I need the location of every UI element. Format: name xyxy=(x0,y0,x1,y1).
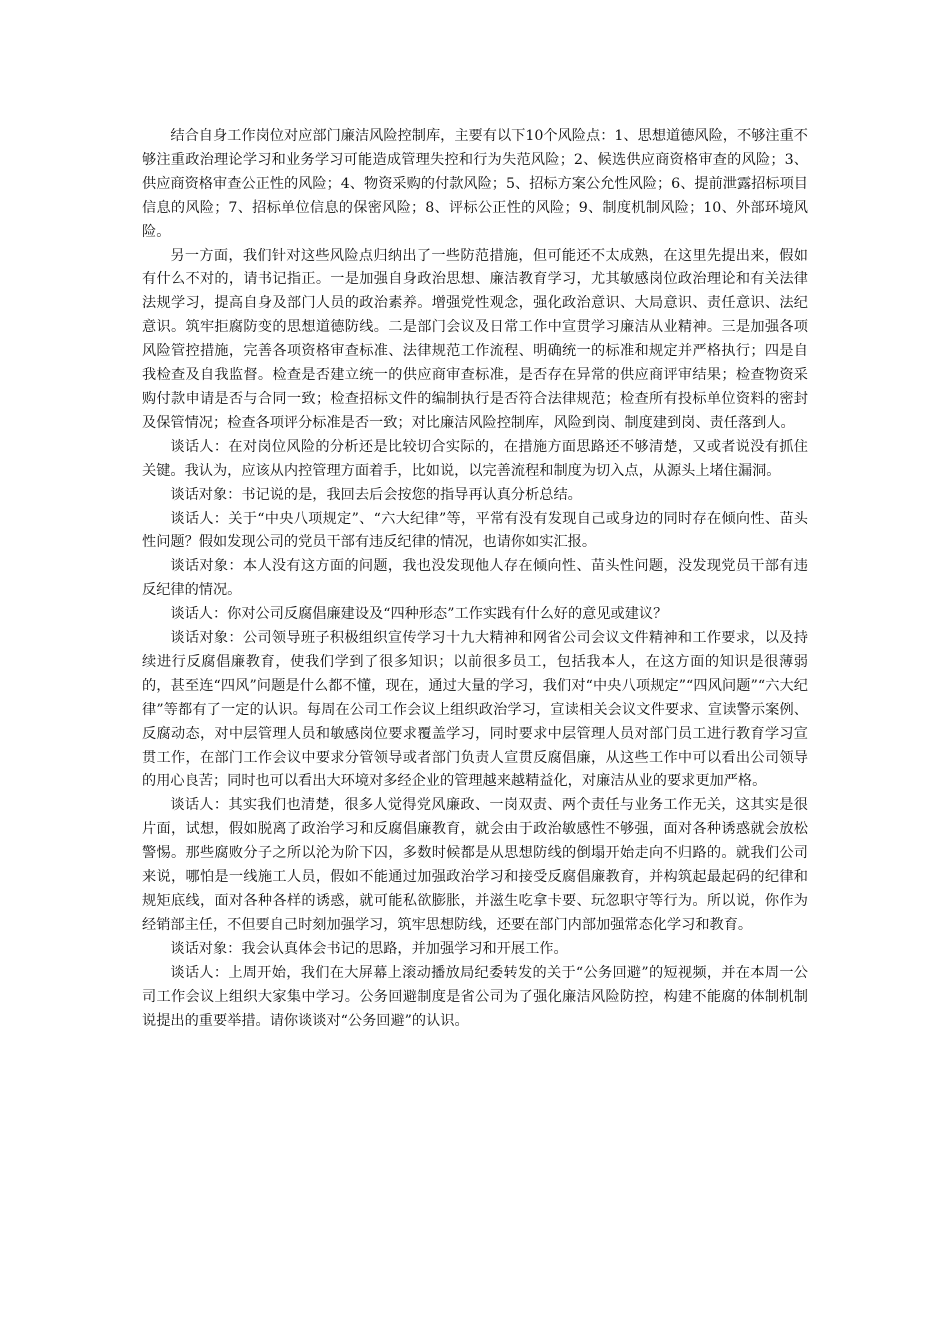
paragraph-risk-points: 结合自身工作岗位对应部门廉洁风险控制库，主要有以下10个风险点：1、思想道德风险，不够注重不够注重政治理论学习和业务学习可能造成管理失控和行为失范风险；2、候选供应商资格审查的风险；3、供应商资格审查公正性的风险；4、物资采购的付款风险；5、招标方案公允性风险；6、提前泄露招标项目信息的风险；7、招标单位信息的保密风险；8、评标公正性的风险；9、制度机制风险；10、外部环境风险。 xyxy=(142,128,808,240)
paragraph-interviewer-comment-4: 谈话人：其实我们也清楚，很多人觉得党风廉政、一岗双责、两个责任与业务工作无关，这其实是很片面，试想，假如脱离了政治学习和反腐倡廉教育，就会由于政治敏感性不够强，面对各种诱惑就会放松警惕。那些腐败分子之所以沦为阶下囚，多数时候都是从思想防线的倒塌开始走向不归路的。就我们公司来说，哪怕是一线施工人员，假如不能通过加强政治学习和接受反腐倡廉教育，并构筑起最起码的纪律和规矩底线，面对各种各样的诱惑，就可能私欲膨胀，并滋生吃拿卡要、玩忽职守等行为。所以说，你作为经销部主任，不但要自己时刻加强学习，筑牢思想防线，还要在部门内部加强常态化学习和教育。 xyxy=(142,797,808,933)
paragraph-prevention-measures: 另一方面，我们针对这些风险点归纳出了一些防范措施，但可能还不太成熟，在这里先提出来，假如有什么不对的，请书记指正。一是加强自身政治思想、廉洁教育学习，尤其敏感岗位政治理论和有关法律法规学习，提高自身及部门人员的政治素养。增强党性观念，强化政治意识、大局意识、责任意识、法纪意识。筑牢拒腐防变的思想道德防线。二是部门会议及日常工作中宣贯学习廉洁从业精神。三是加强各项风险管控措施，完善各项资格审查标准、法律规范工作流程、明确统一的标准和规定并严格执行；四是自我检查及自我监督。检查是否建立统一的供应商审查标准，是否存在异常的供应商评审结果；检查物资采购付款申请是否与合同一致；检查招标文件的编制执行是否符合法律规范；检查所有投标单位资料的密封及保管情况；检查各项评分标准是否一致；对比廉洁风险控制库，风险到岗、制度建到岗、责任落到人。 xyxy=(142,247,808,431)
paragraph-interviewee-reply-4: 谈话对象：我会认真体会书记的思路，并加强学习和开展工作。 xyxy=(170,940,568,957)
paragraph-interviewer-question-3: 谈话人：你对公司反腐倡廉建设及“四种形态”工作实践有什么好的意见或建议？ xyxy=(170,606,668,623)
paragraph-interviewee-reply-2: 谈话对象：本人没有这方面的问题，我也没发现他人存在倾向性、苗头性问题，没发现党员干部有违反纪律的情况。 xyxy=(142,558,808,599)
paragraph-interviewee-reply-1: 谈话对象：书记说的是，我回去后会按您的指导再认真分析总结。 xyxy=(170,486,582,503)
paragraph-interviewer-question-2: 谈话人：关于“中央八项规定”、“六大纪律”等，平常有没有发现自己或身边的同时存在倾向性、苗头性问题？假如发现公司的党员干部有违反纪律的情况，也请你如实汇报。 xyxy=(142,510,808,551)
document-body xyxy=(142,125,808,1033)
paragraph-interviewee-reply-3: 谈话对象：公司领导班子积极组织宣传学习十九大精神和网省公司会议文件精神和工作要求，以及持续进行反腐倡廉教育，使我们学到了很多知识；以前很多员工，包括我本人，在这方面的知识是很薄弱的，甚至连“四风”问题是什么都不懂，现在，通过大量的学习，我们对“中央八项规定”“四风问题”“六大纪律”等都有了一定的认识。每周在公司工作会议上组织政治学习，宣读相关会议文件要求、宣读警示案例、反腐动态，对中层管理人员和敏感岗位要求覆盖学习，同时要求中层管理人员对部门员工进行教育学习宣贯工作，在部门工作会议中要求分管领导或者部门负责人宣贯反腐倡廉，从这些工作中可以看出公司领导的用心良苦；同时也可以看出大环境对多经企业的管理越来越精益化，对廉洁从业的要求更加严格。 xyxy=(142,630,808,790)
paragraph-interviewer-comment-1: 谈话人：在对岗位风险的分析还是比较切合实际的，在措施方面思路还不够清楚，又或者说没有抓住关键。我认为，应该从内控管理方面着手，比如说，以完善流程和制度为切入点，从源头上堵住漏洞。 xyxy=(142,438,808,479)
paragraph-interviewer-question-5: 谈话人：上周开始，我们在大屏幕上滚动播放局纪委转发的关于“公务回避”的短视频，并在本周一公司工作会议上组织大家集中学习。公务回避制度是省公司为了强化廉洁风险防控，构建不能腐的体制机制说提出的重要举措。请你谈谈对“公务回避”的认识。 xyxy=(142,964,808,1029)
